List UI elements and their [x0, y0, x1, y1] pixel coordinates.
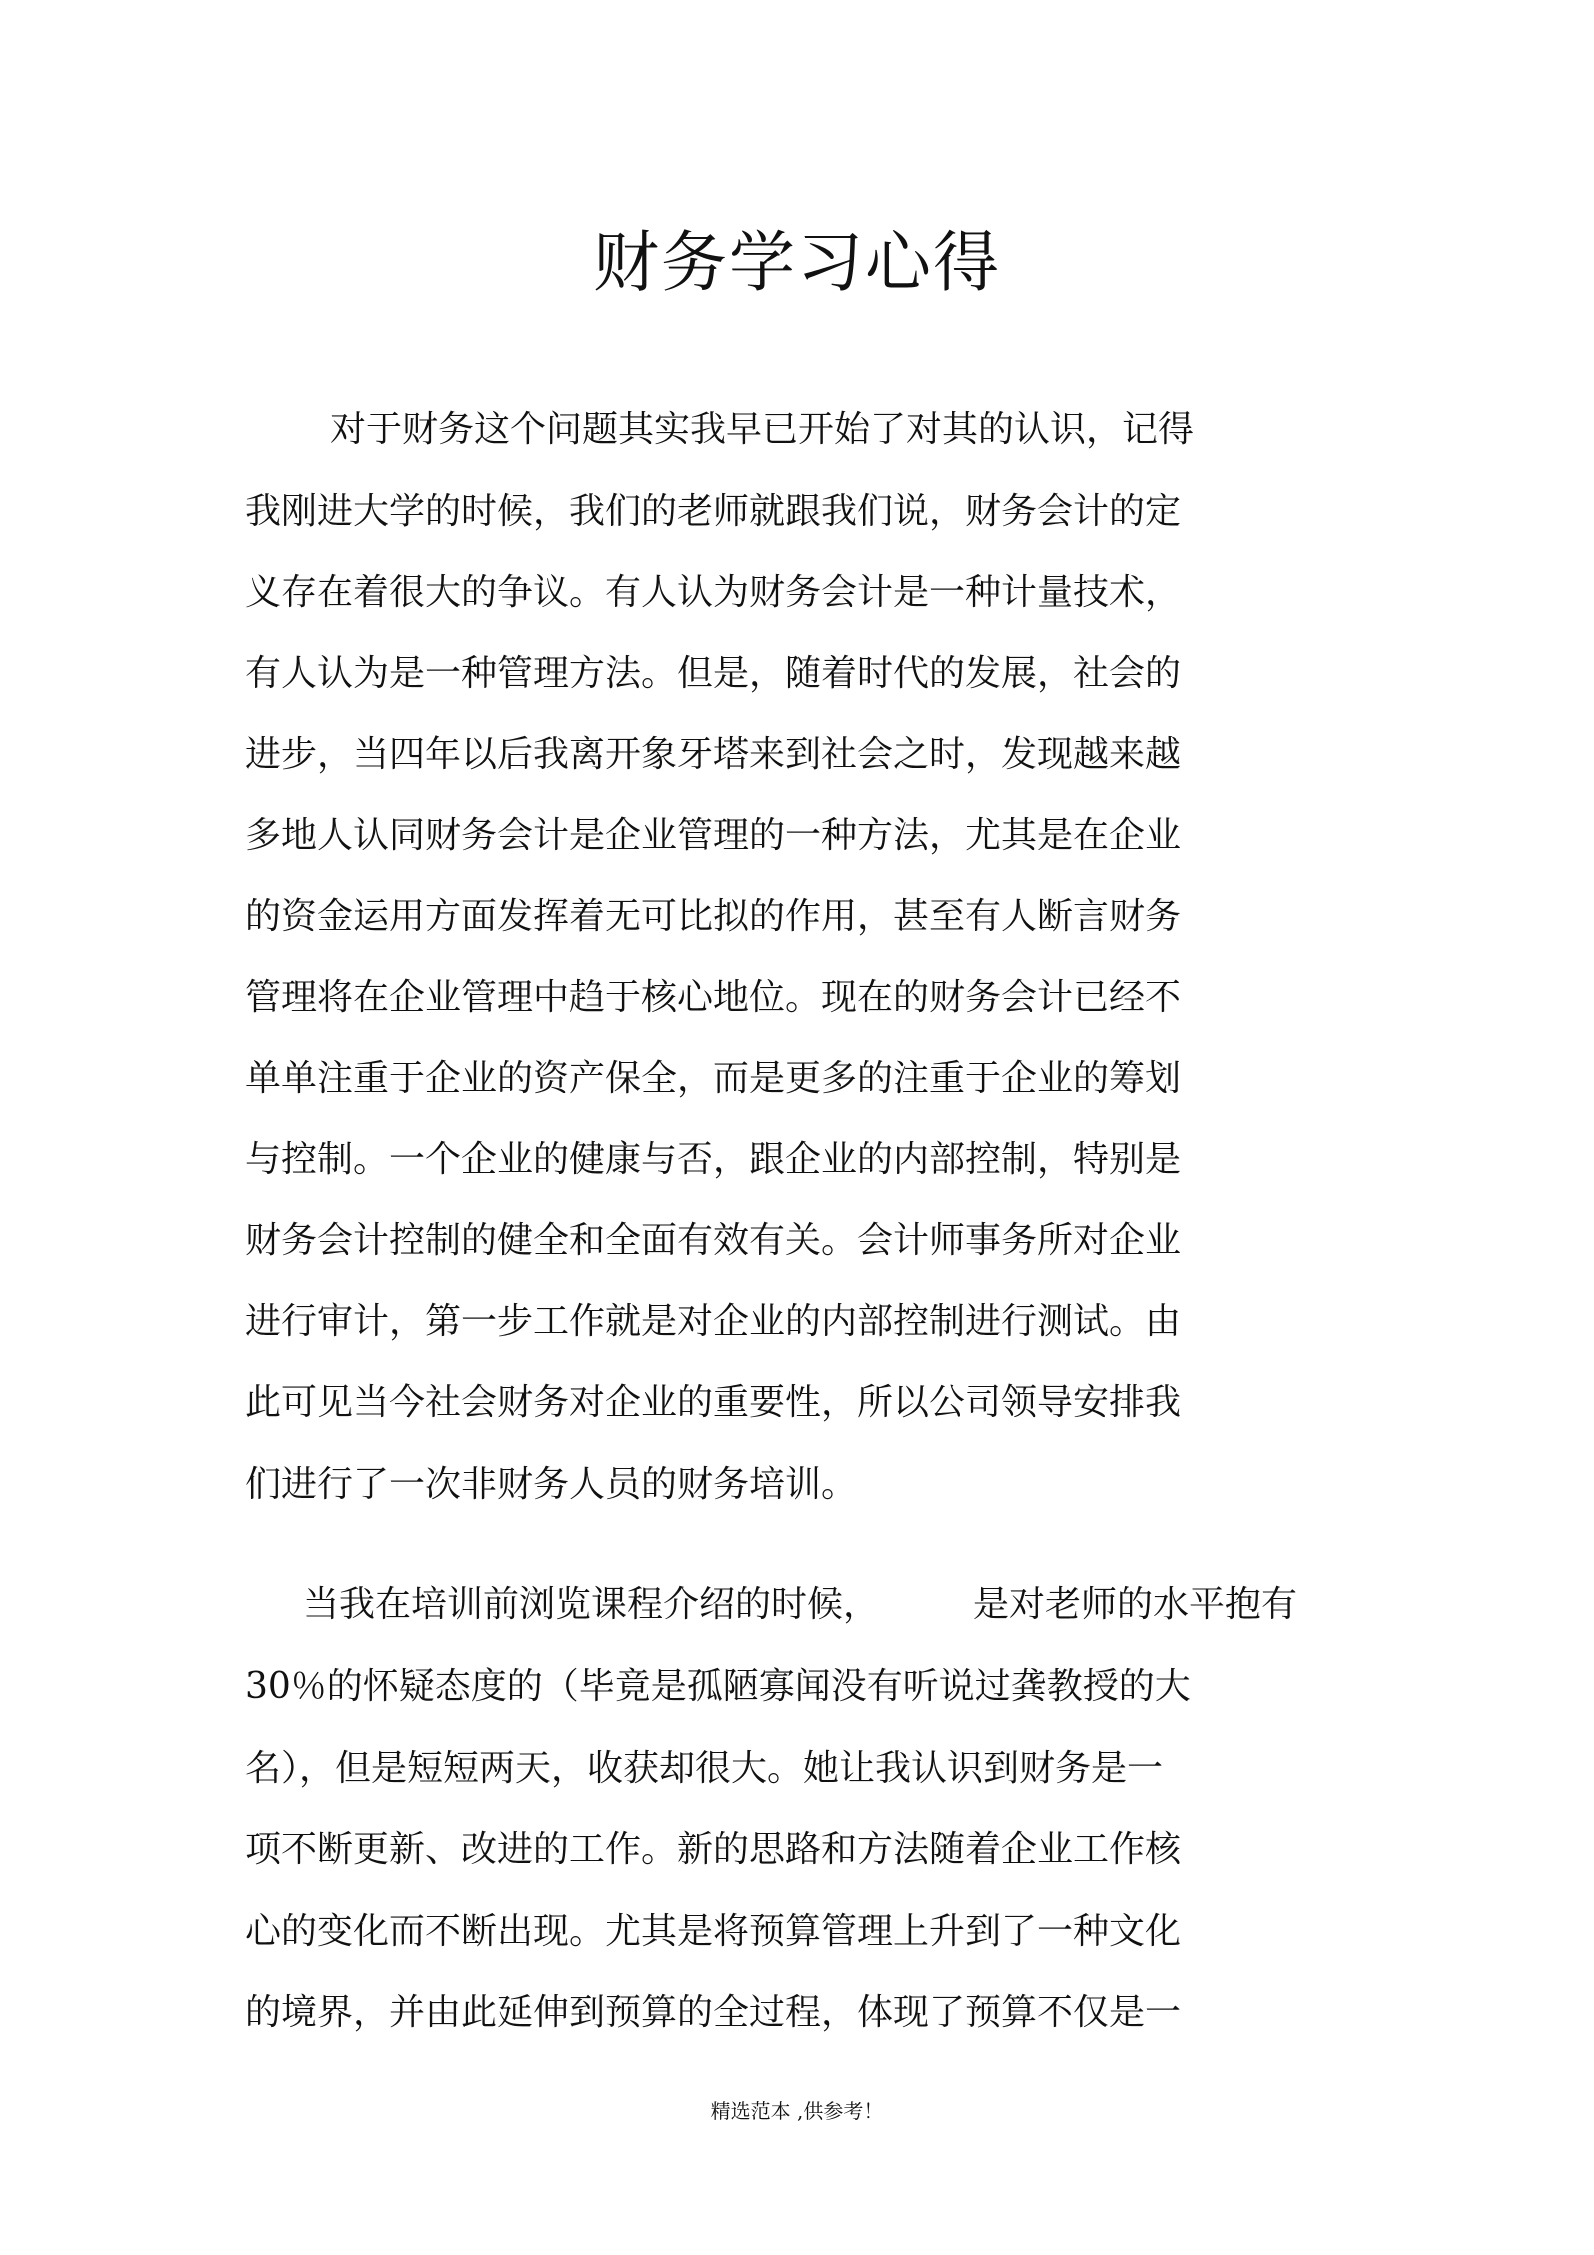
text-line: 项不断更新、改进的工作。新的思路和方法随着企业工作核: [245, 1829, 1182, 1870]
text-line: 义存在着很大的争议。有人认为财务会计是一种计量技术，: [245, 572, 1182, 613]
text-line: 单单注重于企业的资产保全，而是更多的注重于企业的筹划: [245, 1058, 1182, 1099]
text-line: 名），但是短短两天，收获却很大。她让我认识到财务是一: [245, 1748, 1164, 1789]
text-line: 是对老师的水平抱有: [973, 1584, 1298, 1625]
text-line: 心的变化而不断出现。尤其是将预算管理上升到了一种文化: [245, 1911, 1182, 1952]
text-line: 进步，当四年以后我离开象牙塔来到社会之时，发现越来越: [245, 734, 1182, 775]
text-line: 对于财务这个问题其实我早已开始了对其的认识，记得: [330, 409, 1195, 450]
text-line: 的资金运用方面发挥着无可比拟的作用，甚至有人断言财务: [245, 896, 1182, 937]
text-line: 管理将在企业管理中趋于核心地位。现在的财务会计已经不: [245, 977, 1182, 1018]
text-line: 此可见当今社会财务对企业的重要性，所以公司领导安排我: [245, 1382, 1182, 1423]
text-line: 财务会计控制的健全和全面有效有关。会计师事务所对企业: [245, 1220, 1182, 1261]
text-line: 当我在培训前浏览课程介绍的时候，: [303, 1584, 880, 1625]
text-line: 进行审计，第一步工作就是对企业的内部控制进行测试。由: [245, 1301, 1182, 1342]
text-line: 有人认为是一种管理方法。但是，随着时代的发展，社会的: [245, 653, 1182, 694]
text-line: 多地人认同财务会计是企业管理的一种方法，尤其是在企业: [245, 815, 1182, 856]
text-line: 与控制。一个企业的健康与否，跟企业的内部控制，特别是: [245, 1139, 1182, 1180]
text-line: 的境界，并由此延伸到预算的全过程，体现了预算不仅是一: [245, 1992, 1182, 2033]
text-line: 们进行了一次非财务人员的财务培训。: [245, 1464, 858, 1505]
text-line: 我刚进大学的时候，我们的老师就跟我们说，财务会计的定: [245, 491, 1182, 532]
text-line: 30％的怀疑态度的（毕竟是孤陋寡闻没有听说过龚教授的大: [245, 1666, 1191, 1707]
page-title: 财务学习心得: [593, 224, 1001, 301]
page-footer: 精选范本 ,供参考！: [710, 2099, 884, 2123]
